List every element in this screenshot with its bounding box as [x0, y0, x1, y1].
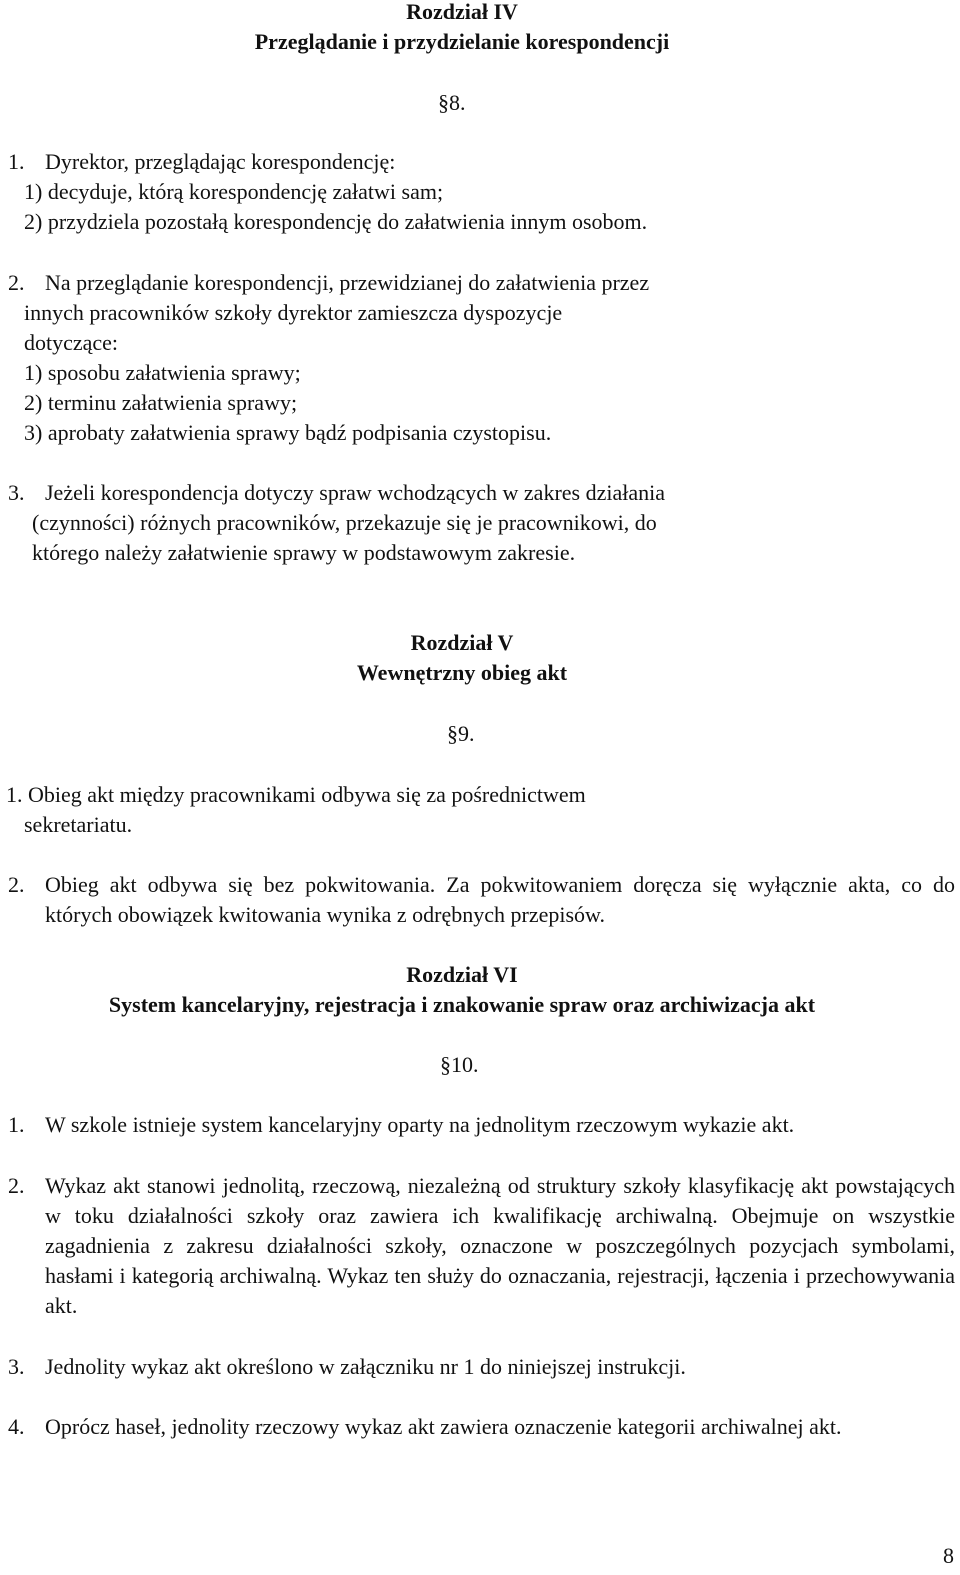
ch4-p2-line-2: innych pracowników szkoły dyrektor zamieszcza dyspozycje	[24, 300, 563, 325]
ch4-p2-line-5: 2) terminu załatwienia sprawy;	[24, 390, 298, 415]
chapter-5-title: Rozdział V	[410, 630, 514, 655]
ch4-p1-number: 1.	[8, 149, 25, 174]
ch4-p3-line-1: Jeżeli korespondencja dotyczy spraw wchodzących w zakres działania	[45, 480, 665, 505]
ch5-p1-line-2: sekretariatu.	[24, 812, 133, 837]
ch6-p1-number: 1.	[8, 1112, 25, 1137]
chapter-6-subtitle: System kancelaryjny, rejestracja i znakowanie spraw oraz archiwizacja akt	[108, 992, 816, 1017]
ch4-p2-line-3: dotyczące:	[24, 330, 119, 355]
ch4-p2-line-4: 1) sposobu załatwienia sprawy;	[24, 360, 301, 385]
ch5-p2-number: 2.	[8, 872, 25, 897]
ch6-p3-text: Jednolity wykaz akt określono w załączniku nr 1 do niniejszej instrukcji.	[45, 1354, 686, 1379]
ch4-p1-item-1: 1) decyduje, którą korespondencję załatwi sam;	[24, 179, 444, 204]
ch5-p2-text: Obieg akt odbywa się bez pokwitowania. Za pokwitowaniem doręcza się wyłącznie akta, co do których obowiązek kwitowania wynika z odrębnych przepisów.	[45, 872, 955, 927]
ch6-p3-number: 3.	[8, 1354, 25, 1379]
ch4-p1-lead: Dyrektor, przeglądając korespondencję:	[45, 149, 396, 174]
section-10-heading: §10.	[440, 1052, 479, 1077]
chapter-6-title: Rozdział VI	[406, 962, 518, 987]
section-9-heading: §9.	[447, 721, 475, 746]
ch4-p3-line-2: (czynności) różnych pracowników, przekazuje się je pracownikowi, do	[32, 510, 657, 535]
ch4-p2-line-1: Na przeglądanie korespondencji, przewidzianej do załatwienia przez	[45, 270, 650, 295]
section-8-heading: §8.	[438, 90, 466, 115]
ch6-p2-text: Wykaz akt stanowi jednolitą, rzeczową, niezależną od struktury szkoły klasyfikację akt powstających w toku działalności szkoły oraz zawiera ich kwalifikację archiwalną. Obejmuje on wszystkie zagadnienia z zakresu działalności szkoły, oznaczone w poszczególnych pozycjach symbolami, hasłami i kategorią archiwalną. Wykaz ten służy do oznaczania, rejestracji, łączenia i przechowywania akt.	[45, 1173, 955, 1318]
chapter-4-title: Rozdział IV	[406, 0, 518, 24]
ch6-p4-text: Oprócz haseł, jednolity rzeczowy wykaz akt zawiera oznaczenie kategorii archiwalnej akt.	[45, 1414, 842, 1439]
chapter-4-subtitle: Przeglądanie i przydzielanie korespondencji	[254, 29, 670, 54]
ch6-p2-number: 2.	[8, 1173, 25, 1198]
ch5-p1-line-1: 1. Obieg akt między pracownikami odbywa się za pośrednictwem	[6, 782, 586, 807]
ch4-p2-line-6: 3) aprobaty załatwienia sprawy bądź podpisania czystopisu.	[24, 420, 552, 445]
ch4-p2-number: 2.	[8, 270, 25, 295]
chapter-5-subtitle: Wewnętrzny obieg akt	[356, 660, 568, 685]
ch6-p1-text: W szkole istnieje system kancelaryjny oparty na jednolitym rzeczowym wykazie akt.	[45, 1112, 795, 1137]
page-number: 8	[943, 1543, 954, 1568]
ch4-p3-line-3: którego należy załatwienie sprawy w podstawowym zakresie.	[32, 540, 576, 565]
ch4-p1-item-2: 2) przydziela pozostałą korespondencję do załatwienia innym osobom.	[24, 209, 648, 234]
ch4-p3-number: 3.	[8, 480, 25, 505]
ch6-p4-number: 4.	[8, 1414, 25, 1439]
